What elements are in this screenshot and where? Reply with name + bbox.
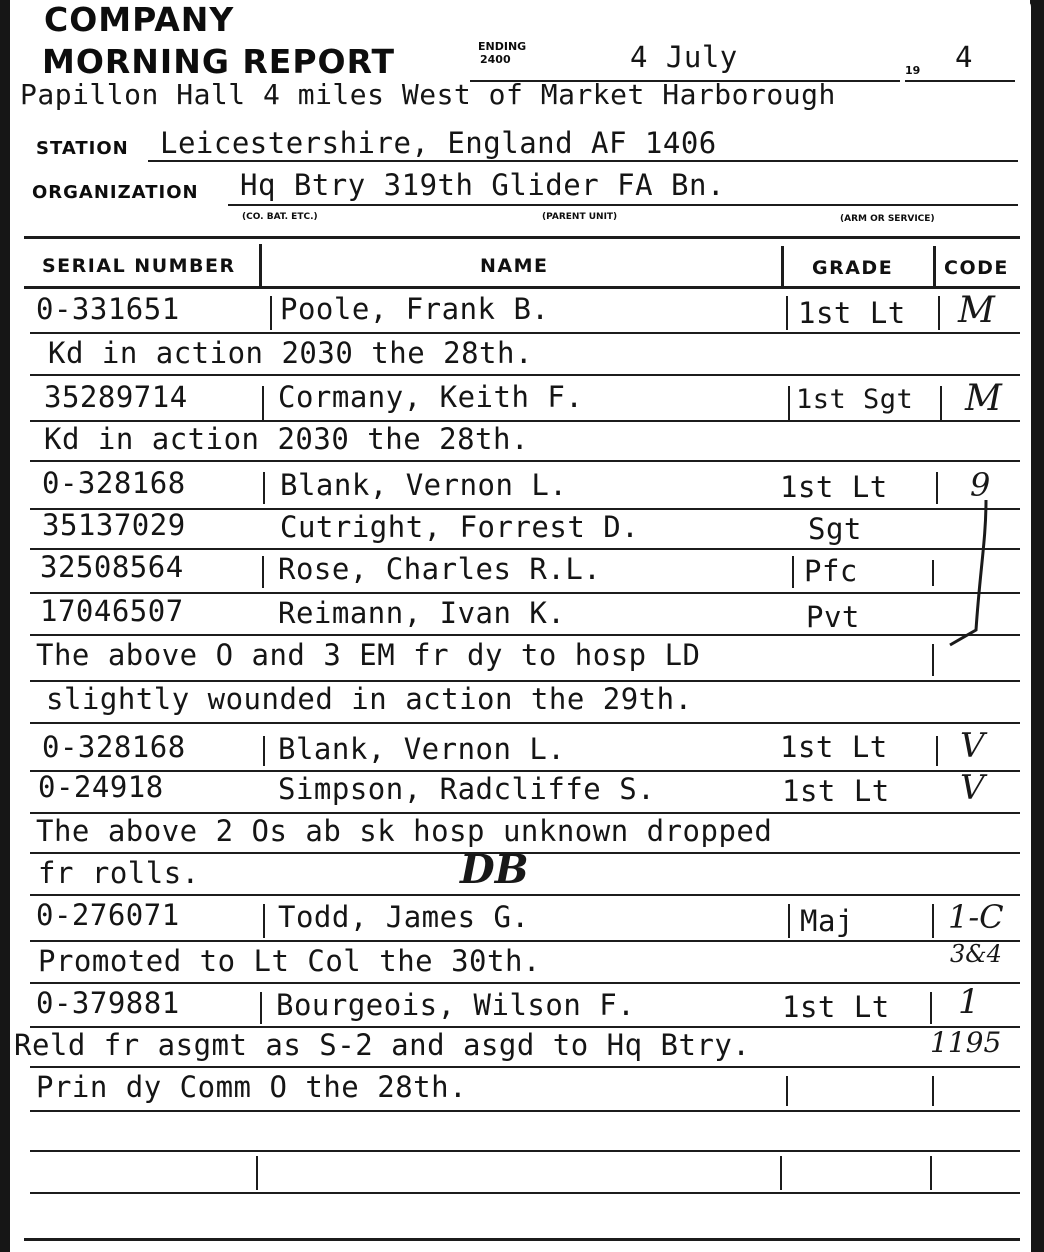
company-label: COMPANY <box>44 0 235 39</box>
row-divider <box>938 296 940 330</box>
entry-serial: 0-328168 <box>42 730 186 764</box>
row-rule <box>30 940 1020 942</box>
table-header-rule <box>24 286 1020 289</box>
code-bracket-mark <box>940 480 1020 680</box>
sublabel-company: (CO. BAT. ETC.) <box>242 212 318 222</box>
entry-name: Rose, Charles R.L. <box>278 552 602 586</box>
row-rule <box>30 1066 1020 1068</box>
morning-report-label: MORNING REPORT <box>42 42 396 81</box>
entry-remark: Prin dy Comm O the 28th. <box>36 1070 468 1104</box>
entry-code: V <box>960 726 985 766</box>
entry-grade: 1st Sgt <box>796 384 914 415</box>
row-divider <box>932 644 934 676</box>
row-divider <box>788 386 790 420</box>
entry-serial: 0-24918 <box>38 770 164 804</box>
entry-grade: 1st Lt <box>780 470 888 504</box>
entry-serial: 0-379881 <box>36 986 180 1020</box>
row-divider <box>780 1156 782 1190</box>
row-divider <box>936 472 938 504</box>
row-rule <box>30 982 1020 984</box>
entry-name: Simpson, Radcliffe S. <box>278 772 656 806</box>
entry-remark: Reld fr asgmt as S-2 and asgd to Hq Btry. <box>14 1028 751 1062</box>
row-rule <box>30 894 1020 896</box>
entry-name: Poole, Frank B. <box>280 292 550 326</box>
row-divider <box>262 386 264 420</box>
entry-remark: The above 2 Os ab sk hosp unknown dropped <box>36 814 773 848</box>
entry-name: Reimann, Ivan K. <box>278 596 566 630</box>
row-divider <box>263 736 265 766</box>
column-serial-number: SERIAL NUMBER <box>42 255 236 277</box>
sublabel-parent-unit: (PARENT UNIT) <box>542 212 618 222</box>
column-code: CODE <box>944 257 1009 279</box>
row-rule <box>30 722 1020 724</box>
table-bottom-rule <box>24 1238 1020 1241</box>
row-divider <box>262 556 264 588</box>
entry-remark: fr rolls. <box>38 856 200 890</box>
entry-code: 1 <box>958 982 980 1022</box>
row-divider <box>792 556 794 588</box>
entry-grade: Sgt <box>808 512 862 546</box>
card-left-edge <box>0 0 10 1252</box>
row-divider <box>270 296 272 330</box>
row-rule <box>30 374 1020 376</box>
organization-underline <box>228 204 1018 206</box>
row-divider <box>788 904 790 938</box>
entry-remark: The above O and 3 EM fr dy to hosp LD <box>36 638 701 672</box>
entry-remark: Promoted to Lt Col the 30th. <box>38 944 541 978</box>
station-value: Leicestershire, England AF 1406 <box>160 126 717 160</box>
report-date: 4 July <box>630 40 738 74</box>
entry-serial: 0-276071 <box>36 898 180 932</box>
place-line: Papillon Hall 4 miles West of Market Harborough <box>20 78 836 111</box>
blank-row-rule <box>30 1150 1020 1152</box>
table-top-rule <box>24 236 1020 239</box>
entry-grade: 1st Lt <box>782 990 890 1024</box>
entry-name: Cormany, Keith F. <box>278 380 584 414</box>
entry-serial: 0-328168 <box>42 466 186 500</box>
entry-code: M <box>958 290 995 331</box>
entry-grade: 1st Lt <box>782 774 890 808</box>
entry-serial: 32508564 <box>40 550 184 584</box>
row-divider <box>263 904 265 938</box>
entry-code: 1-C <box>948 898 1004 936</box>
entry-serial: 0-331651 <box>36 292 180 326</box>
year-prefix: 19 <box>905 64 921 77</box>
row-divider <box>932 560 934 586</box>
divider-name-grade-header <box>781 246 784 286</box>
divider-serial-name-header <box>259 244 262 286</box>
entry-remark: Kd in action 2030 the 28th. <box>48 336 533 370</box>
row-divider <box>260 992 262 1024</box>
organization-label: ORGANIZATION <box>32 182 199 203</box>
row-rule <box>30 332 1020 334</box>
station-label: STATION <box>36 138 129 159</box>
row-rule <box>30 460 1020 462</box>
entry-serial: 35289714 <box>44 380 188 414</box>
divider-grade-code-header <box>933 246 936 286</box>
entry-name: Bourgeois, Wilson F. <box>276 988 636 1022</box>
row-divider <box>263 472 265 504</box>
organization-value: Hq Btry 319th Glider FA Bn. <box>240 168 725 202</box>
row-divider <box>936 736 938 766</box>
entry-grade: 1st Lt <box>798 296 906 330</box>
card-right-edge <box>1030 0 1044 1252</box>
row-divider <box>930 1156 932 1190</box>
entry-grade: Pfc <box>804 554 858 588</box>
entry-code: V <box>960 768 985 808</box>
entry-code: M <box>965 378 1002 419</box>
year-underline <box>905 80 1015 82</box>
station-underline <box>148 160 1018 162</box>
code-note: 3&4 <box>950 940 1002 968</box>
entry-code: 9 <box>970 466 991 504</box>
entry-grade: 1st Lt <box>780 730 888 764</box>
report-year: 4 <box>955 40 973 74</box>
column-grade: GRADE <box>812 257 894 279</box>
row-divider <box>932 904 934 938</box>
column-name: NAME <box>480 255 549 277</box>
ending-time: 2400 <box>480 53 511 66</box>
row-divider <box>786 296 788 330</box>
entry-grade: Maj <box>800 904 854 938</box>
row-rule <box>30 1110 1020 1112</box>
row-rule <box>30 634 1020 636</box>
row-divider <box>786 1076 788 1106</box>
entry-name: Cutright, Forrest D. <box>280 510 640 544</box>
entry-serial: 35137029 <box>42 508 186 542</box>
entry-remark: Kd in action 2030 the 28th. <box>44 422 529 456</box>
row-divider <box>932 1076 934 1106</box>
row-divider <box>256 1156 258 1190</box>
row-divider <box>940 386 942 420</box>
ending-label: ENDING <box>478 40 527 53</box>
code-note: 1195 <box>930 1026 1002 1059</box>
entry-name: Blank, Vernon L. <box>278 732 566 766</box>
blank-row-rule <box>30 1192 1020 1194</box>
sublabel-arm: (ARM OR SERVICE) <box>840 214 935 224</box>
card-corner <box>1024 0 1031 1252</box>
handwritten-initials: DB <box>460 846 529 893</box>
entry-remark: slightly wounded in action the 29th. <box>46 682 693 716</box>
entry-name: Blank, Vernon L. <box>280 468 568 502</box>
entry-serial: 17046507 <box>40 594 184 628</box>
row-divider <box>930 992 932 1024</box>
entry-name: Todd, James G. <box>278 900 530 934</box>
entry-grade: Pvt <box>806 600 860 634</box>
